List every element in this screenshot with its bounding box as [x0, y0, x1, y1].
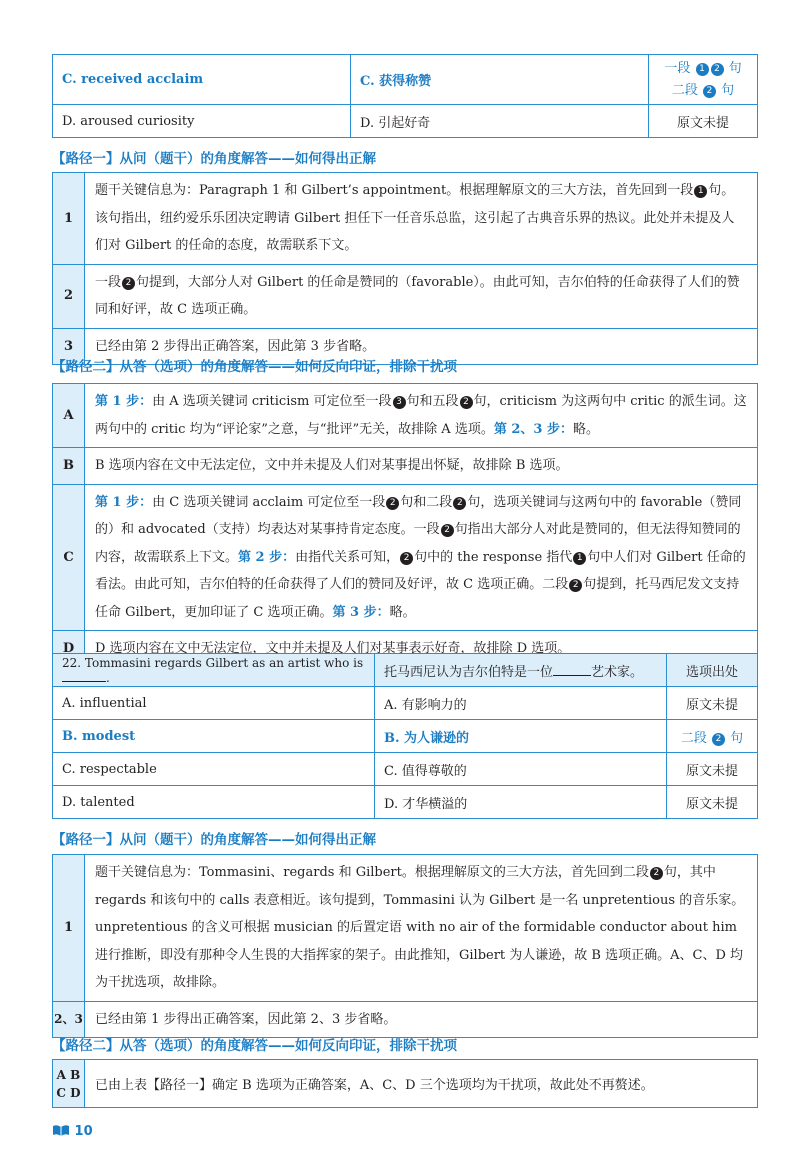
step-text: 题干关键信息为：Paragraph 1 和 Gilbert’s appointment。根据理解原文的三大方法，首先回到一段 1 句。该句指出，纽约爱乐乐团决定聘请 Gilbert 担任下一任音乐总监，这引起了古典音乐界的热议。此处并未提及人们对 Gilbert 的任命的态度，故需联系下文。: [85, 173, 758, 265]
option-analysis: 第 1 步：由 C 选项关键词 acclaim 可定位至一段 2 句和二段 2 句，选项关键词与这两句中的 favorable（赞同的）和 advocated（支持）均表达对某事持肯定态度。一段 2 句指出大部分人对此是赞同的，但无法得知赞同的内容，故需联系上下文。第 2 步：由指代关系可知， 2 句中的 the response 指代 1 句中人们对 Gilbert 任命的看法。由此可知，吉尔伯特的任命获得了人们的赞同及好评，故 C 选项正确。二段 2 句提到，托马西尼发文支持任命 Gilbert，更加印证了 C 选项正确。第 3 步：略。: [85, 484, 758, 631]
q21-path2-title: 【路径二】从答（选项）的角度解答——如何反向印证，排除干扰项: [52, 359, 457, 375]
circled-number-icon: 2: [460, 396, 473, 409]
step-number: 2、3: [53, 1001, 85, 1038]
circled-number-icon: 1: [694, 185, 707, 198]
option-label: D: [53, 631, 85, 668]
circled-number-icon: 2: [569, 579, 582, 592]
q22-path2-title: 【路径二】从答（选项）的角度解答——如何反向印证，排除干扰项: [52, 1038, 457, 1054]
step-text: 已经由第 1 步得出正确答案，因此第 2、3 步省略。: [85, 1001, 758, 1038]
step-number: 2: [53, 264, 85, 328]
option-en: C. received acclaim: [53, 55, 351, 105]
circled-number-icon: 2: [386, 497, 399, 510]
option-source: 原文未提: [649, 105, 758, 138]
option-en: A. influential: [53, 687, 375, 720]
q21-path1-title: 【路径一】从问（题干）的角度解答——如何得出正解: [52, 151, 376, 167]
step-text: 已经由第 2 步得出正确答案，因此第 3 步省略。: [85, 328, 758, 365]
option-source: 原文未提: [667, 786, 758, 819]
option-analysis: B 选项内容在文中无法定位，文中并未提及人们对某事提出怀疑，故排除 B 选项。: [85, 448, 758, 485]
option-label: A: [53, 384, 85, 448]
option-source: 原文未提: [667, 687, 758, 720]
option-source: 一段 1 2 句 二段 2 句: [649, 55, 758, 105]
step-text: 一段 2 句提到，大部分人对 Gilbert 的任命是赞同的（favorable）。由此可知，吉尔伯特的任命获得了人们的赞同和好评，故 C 选项正确。: [85, 264, 758, 328]
option-en: D. talented: [53, 786, 375, 819]
option-zh: D. 才华横溢的: [375, 786, 667, 819]
option-zh: A. 有影响力的: [375, 687, 667, 720]
circled-number-icon: 3: [393, 396, 406, 409]
summary-text: 已由上表【路径一】确定 B 选项为正确答案，A、C、D 三个选项均为干扰项，故此处不再赘述。: [85, 1060, 758, 1108]
step-number: 3: [53, 328, 85, 365]
step-number: 1: [53, 855, 85, 1002]
option-source: 二段 2 句: [667, 720, 758, 753]
circled-number-icon: 2: [453, 497, 466, 510]
circled-number-icon: 2: [703, 85, 716, 98]
circled-number-icon: 2: [122, 277, 135, 290]
q22-path2-table: [52, 1059, 758, 1108]
circled-number-icon: 1: [696, 63, 709, 76]
circled-number-icon: 1: [573, 552, 586, 565]
circled-number-icon: 2: [650, 867, 663, 880]
step-text: 题干关键信息为：Tommasini、regards 和 Gilbert。根据理解原文的三大方法，首先回到二段 2 句，其中 regards 和该句中的 calls 表意相近。该句提到，Tommasini 认为 Gilbert 是一名 unpretentious 的音乐家。unpretentious 的含义可根据 musician 的后置定语 with no air of the formidable conductor about him 进行推断，即没有那种令人生畏的大指挥家的架子。由此推知，Gilbert 为人谦逊，故 B 选项正确。A、C、D 均为干扰选项，故排除。: [85, 855, 758, 1002]
question-stem-zh: 托马西尼认为吉尔伯特是一位 艺术家。: [375, 654, 667, 687]
option-zh: C. 值得尊敬的: [375, 753, 667, 786]
book-icon: [52, 1123, 70, 1137]
option-en: C. respectable: [53, 753, 375, 786]
q22-options-table: [52, 653, 758, 819]
option-en: D. aroused curiosity: [53, 105, 351, 138]
page-footer: [52, 1123, 93, 1139]
circled-number-icon: 2: [441, 524, 454, 537]
step-number: 1: [53, 173, 85, 265]
circled-number-icon: 2: [712, 733, 725, 746]
circled-number-icon: 2: [400, 552, 413, 565]
option-zh: B. 为人谦逊的: [375, 720, 667, 753]
option-source: 原文未提: [667, 753, 758, 786]
page-number: 10: [74, 1124, 93, 1139]
option-label: B: [53, 448, 85, 485]
option-zh: D. 引起好奇: [351, 105, 649, 138]
option-zh: C. 获得称赞: [351, 55, 649, 105]
option-analysis: D 选项内容在文中无法定位，文中并未提及人们对某事表示好奇，故排除 D 选项。: [85, 631, 758, 668]
q22-path1-table: [52, 854, 758, 1038]
option-labels: A B C D: [53, 1060, 85, 1108]
circled-number-icon: 2: [711, 63, 724, 76]
q22-path1-title: 【路径一】从问（题干）的角度解答——如何得出正解: [52, 832, 376, 848]
q21-options-table: [52, 54, 758, 138]
option-label: C: [53, 484, 85, 631]
option-en: B. modest: [53, 720, 375, 753]
q21-path1-table: [52, 172, 758, 365]
q21-path2-table: [52, 383, 758, 668]
source-header: 选项出处: [667, 654, 758, 687]
question-stem: 22. Tommasini regards Gilbert as an artist who is .: [53, 654, 375, 687]
option-analysis: 第 1 步：由 A 选项关键词 criticism 可定位至一段 3 句和五段 2 句，criticism 为这两句中 critic 的派生词。这两句中的 critic 均为“评论家”之意，与“批评”无关，故排除 A 选项。第 2、3 步：略。: [85, 384, 758, 448]
